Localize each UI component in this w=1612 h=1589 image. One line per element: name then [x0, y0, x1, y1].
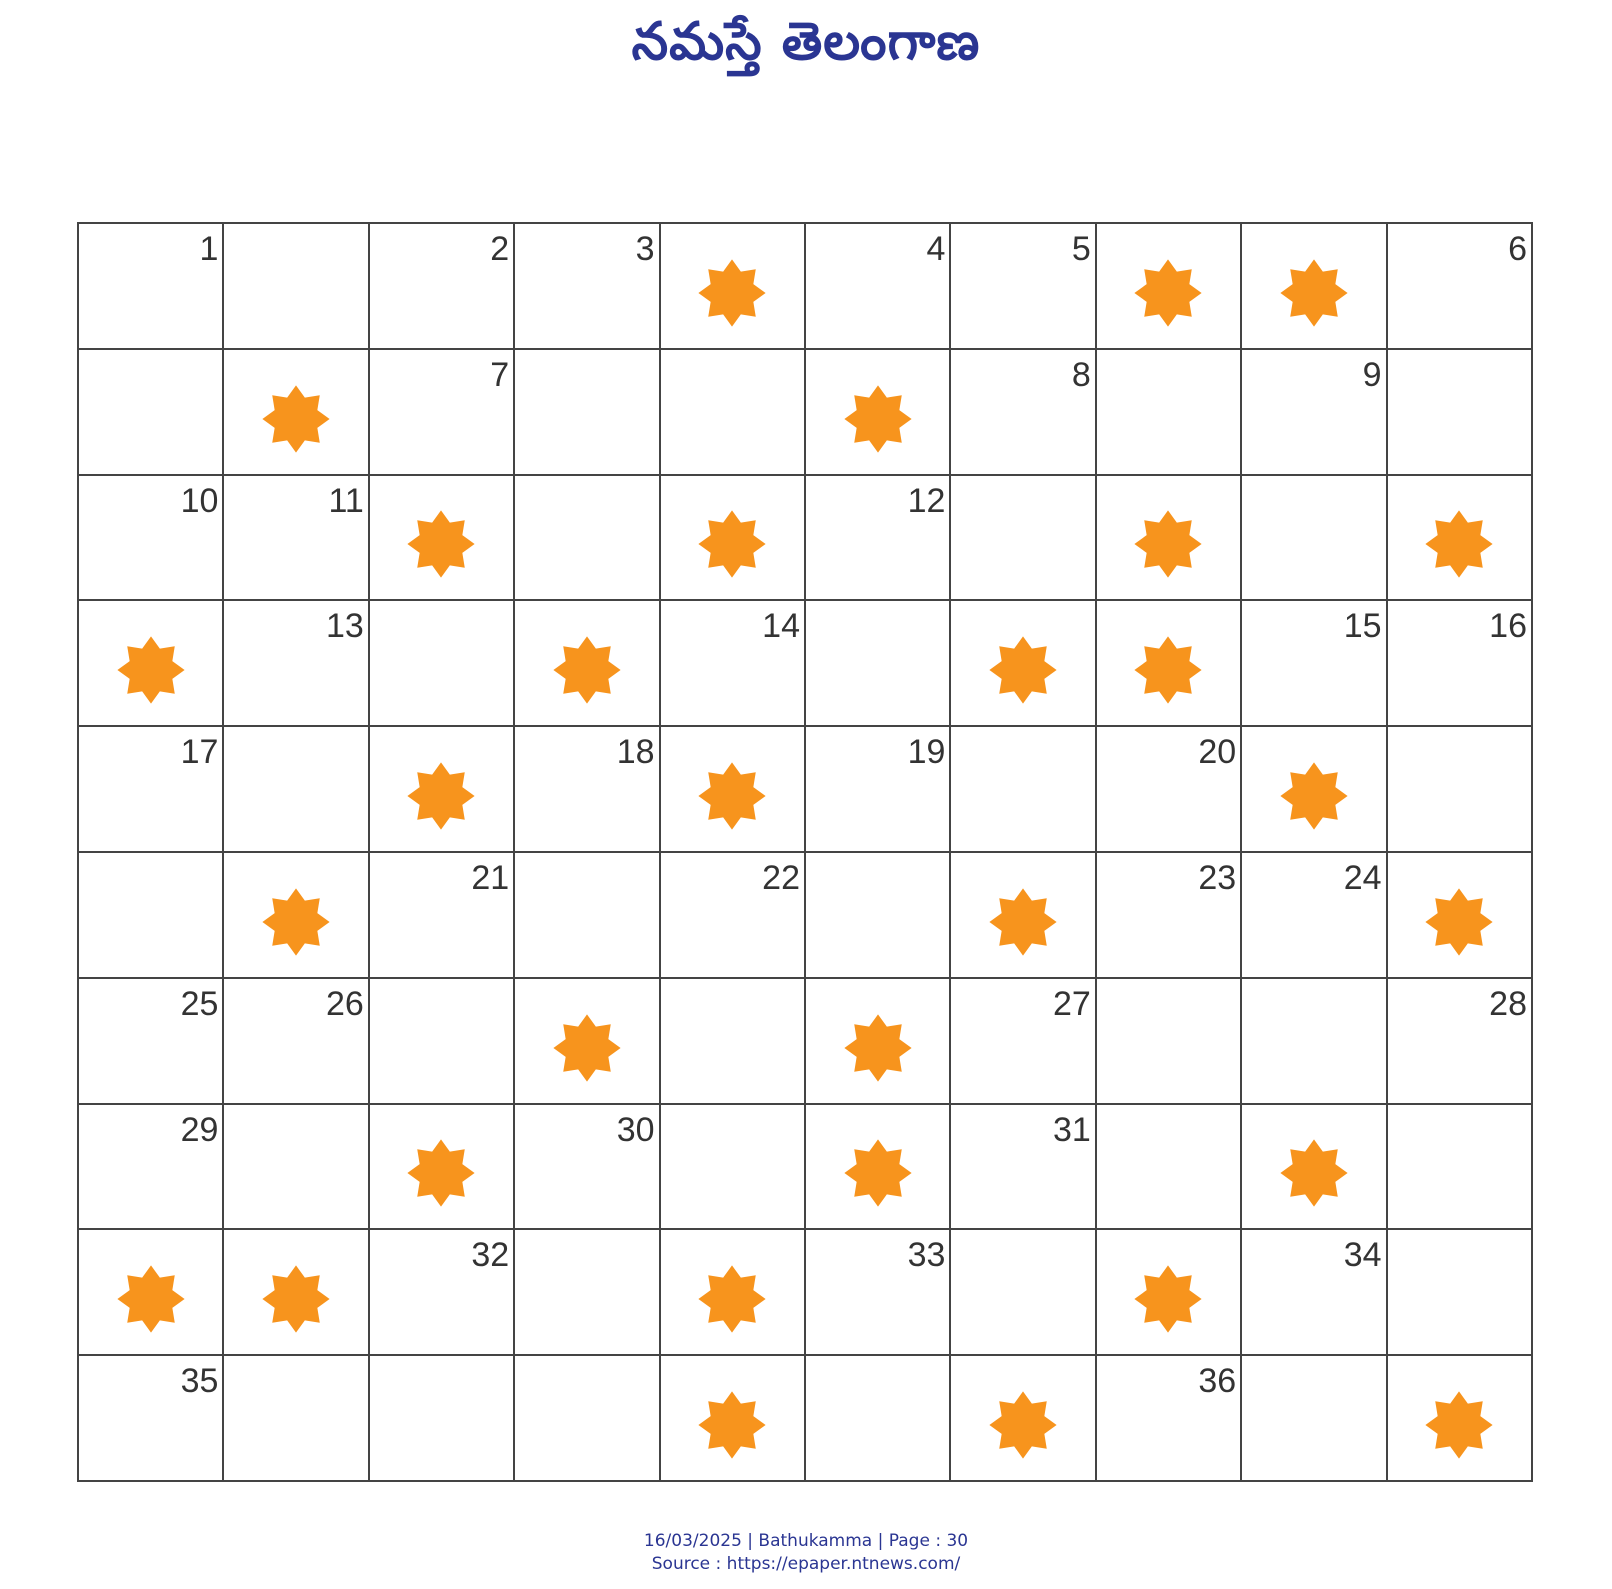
grid-cell[interactable] [1097, 853, 1242, 979]
grid-cell[interactable] [1242, 224, 1387, 350]
clue-number: 14 [762, 607, 800, 646]
clue-number: 18 [616, 733, 655, 772]
star-icon [988, 887, 1058, 957]
grid-cell[interactable] [661, 1105, 806, 1231]
grid-cell[interactable] [79, 350, 224, 476]
grid-cell[interactable] [370, 727, 515, 853]
grid-cell[interactable] [79, 476, 224, 602]
grid-cell[interactable] [806, 224, 951, 350]
grid-cell[interactable] [1388, 853, 1533, 979]
masthead-title: నమస్తే తెలంగాణ [631, 12, 981, 72]
clue-number: 11 [328, 481, 364, 520]
star-icon [406, 1138, 476, 1208]
star-icon [843, 384, 913, 454]
star-icon [988, 635, 1058, 705]
star-icon [1133, 509, 1203, 579]
star-icon [843, 1013, 913, 1083]
grid-cell[interactable] [1388, 1230, 1533, 1356]
grid-cell[interactable] [370, 1105, 515, 1231]
grid-cell[interactable] [1242, 1230, 1387, 1356]
grid-cell[interactable] [515, 727, 660, 853]
star-icon [988, 1390, 1058, 1460]
grid-cell[interactable] [79, 1105, 224, 1231]
clue-number: 2 [490, 230, 510, 268]
clue-number: 25 [180, 984, 219, 1023]
grid-cell[interactable] [224, 476, 369, 602]
grid-cell[interactable] [79, 1230, 224, 1356]
star-icon [406, 761, 476, 831]
grid-cell[interactable] [806, 1356, 951, 1482]
grid-cell[interactable] [1242, 1105, 1387, 1231]
clue-number: 26 [325, 984, 364, 1023]
grid-cell[interactable] [951, 1230, 1096, 1356]
footer-source-line: Source : https://epaper.ntnews.com/ [651, 1554, 961, 1574]
star-icon [1424, 509, 1494, 579]
grid-cell[interactable] [661, 1356, 806, 1482]
grid-cell[interactable] [224, 1230, 369, 1356]
grid-cell[interactable] [79, 979, 224, 1105]
star-icon [552, 1013, 622, 1083]
grid-cell[interactable] [370, 853, 515, 979]
grid-cell[interactable] [370, 601, 515, 727]
grid-cell[interactable] [370, 476, 515, 602]
grid-cell[interactable] [951, 350, 1096, 476]
clue-number: 27 [1052, 984, 1091, 1023]
star-icon [843, 1138, 913, 1208]
grid-cell[interactable] [1242, 727, 1387, 853]
star-icon [1133, 635, 1203, 705]
star-icon [697, 1264, 767, 1334]
grid-cell[interactable] [951, 979, 1096, 1105]
grid-cell[interactable] [951, 727, 1096, 853]
star-icon [1424, 887, 1494, 957]
clue-number: 30 [616, 1110, 655, 1149]
grid-cell[interactable] [661, 350, 806, 476]
clue-number: 31 [1052, 1110, 1091, 1149]
clue-number: 20 [1198, 733, 1237, 772]
grid-cell[interactable] [370, 350, 515, 476]
grid-cell[interactable] [79, 853, 224, 979]
star-icon [116, 1264, 186, 1334]
grid-cell[interactable] [1097, 601, 1242, 727]
star-icon [697, 761, 767, 831]
grid-cell[interactable] [951, 1105, 1096, 1231]
grid-cell[interactable] [1242, 601, 1387, 727]
footer-date-line: 16/03/2025 | Bathukamma | Page : 30 [643, 1531, 969, 1551]
grid-cell[interactable] [806, 727, 951, 853]
grid-cell[interactable] [1097, 476, 1242, 602]
star-icon [1279, 761, 1349, 831]
star-icon [697, 1390, 767, 1460]
clue-number: 3 [635, 230, 655, 268]
grid-cell[interactable] [1242, 853, 1387, 979]
grid-cell[interactable] [1388, 224, 1533, 350]
star-icon [1279, 1138, 1349, 1208]
grid-cell[interactable] [661, 224, 806, 350]
grid-cell[interactable] [1388, 476, 1533, 602]
grid-cell[interactable] [224, 601, 369, 727]
grid-cell[interactable] [370, 1356, 515, 1482]
grid-cell[interactable] [1242, 979, 1387, 1105]
clue-number: 15 [1343, 607, 1382, 646]
grid-cell[interactable] [1388, 1356, 1533, 1482]
star-icon [697, 509, 767, 579]
grid-cell[interactable] [1388, 350, 1533, 476]
grid-cell[interactable] [661, 476, 806, 602]
grid-cell[interactable] [224, 727, 369, 853]
clue-number: 5 [1071, 230, 1091, 268]
grid-cell[interactable] [224, 853, 369, 979]
clue-number: 4 [926, 230, 946, 268]
grid-cell[interactable] [515, 979, 660, 1105]
grid-cell[interactable] [1388, 601, 1533, 727]
grid-cell[interactable] [79, 1356, 224, 1482]
grid-cell[interactable] [1097, 350, 1242, 476]
grid-cell[interactable] [806, 476, 951, 602]
grid-cell[interactable] [370, 224, 515, 350]
star-icon [552, 635, 622, 705]
clue-number: 12 [907, 481, 946, 520]
grid-cell[interactable] [370, 979, 515, 1105]
clue-number: 7 [490, 355, 510, 394]
grid-cell[interactable] [1388, 979, 1533, 1105]
grid-cell[interactable] [224, 1105, 369, 1231]
grid-cell[interactable] [515, 224, 660, 350]
grid-cell[interactable] [951, 476, 1096, 602]
clue-number: 33 [907, 1236, 946, 1275]
star-icon [406, 509, 476, 579]
grid-cell[interactable] [1242, 350, 1387, 476]
grid-cell[interactable] [515, 1105, 660, 1231]
clue-number: 28 [1489, 984, 1527, 1023]
grid-cell[interactable] [79, 601, 224, 727]
clue-number: 19 [907, 733, 946, 772]
clue-number: 23 [1198, 859, 1237, 897]
clue-number: 9 [1362, 355, 1382, 394]
star-icon [1133, 258, 1203, 328]
clue-number: 36 [1198, 1362, 1237, 1401]
grid-cell[interactable] [951, 224, 1096, 350]
grid-cell[interactable] [515, 601, 660, 727]
grid-cell[interactable] [661, 853, 806, 979]
grid-cell[interactable] [1097, 1356, 1242, 1482]
star-icon [1279, 258, 1349, 328]
grid-cell[interactable] [224, 979, 369, 1105]
star-icon [1424, 1390, 1494, 1460]
clue-number: 21 [471, 859, 510, 897]
grid-cell[interactable] [224, 350, 369, 476]
grid-cell[interactable] [79, 224, 224, 350]
grid-cell[interactable] [515, 853, 660, 979]
grid-cell[interactable] [951, 1356, 1096, 1482]
star-icon [261, 887, 331, 957]
clue-number: 29 [180, 1110, 219, 1149]
grid-cell[interactable] [1388, 1105, 1533, 1231]
grid-cell[interactable] [1097, 979, 1242, 1105]
crossword-grid [77, 222, 1533, 1482]
clue-number: 6 [1508, 230, 1527, 268]
clue-number: 22 [762, 859, 800, 897]
star-icon [1133, 1264, 1203, 1334]
grid-cell[interactable] [515, 1356, 660, 1482]
grid-cell[interactable] [515, 350, 660, 476]
clue-number: 24 [1343, 859, 1382, 897]
clue-number: 34 [1343, 1236, 1382, 1275]
grid-cell[interactable] [951, 853, 1096, 979]
grid-cell[interactable] [661, 979, 806, 1105]
grid-cell[interactable] [1097, 1230, 1242, 1356]
clue-number: 16 [1489, 607, 1527, 646]
clue-number: 13 [325, 607, 364, 646]
grid-cell[interactable] [806, 979, 951, 1105]
grid-cell[interactable] [661, 1230, 806, 1356]
clue-number: 10 [180, 481, 219, 520]
grid-cell[interactable] [661, 727, 806, 853]
star-icon [261, 1264, 331, 1334]
grid-cell[interactable] [79, 727, 224, 853]
clue-number: 17 [180, 733, 219, 772]
grid-cell[interactable] [1097, 1105, 1242, 1231]
grid-cell[interactable] [224, 224, 369, 350]
grid-cell[interactable] [806, 350, 951, 476]
star-icon [697, 258, 767, 328]
clue-number: 35 [180, 1362, 219, 1401]
grid-cell[interactable] [1242, 1356, 1387, 1482]
star-icon [261, 384, 331, 454]
grid-cell[interactable] [1388, 727, 1533, 853]
star-icon [116, 635, 186, 705]
grid-cell[interactable] [806, 1230, 951, 1356]
grid-cell[interactable] [224, 1356, 369, 1482]
grid-cell[interactable] [806, 601, 951, 727]
page-footer [0, 1530, 1612, 1576]
grid-cell[interactable] [515, 476, 660, 602]
clue-number: 1 [199, 230, 219, 268]
grid-cell[interactable] [661, 601, 806, 727]
grid-cell[interactable] [1242, 476, 1387, 602]
grid-cell[interactable] [1097, 727, 1242, 853]
grid-cell[interactable] [515, 1230, 660, 1356]
clue-number: 32 [471, 1236, 510, 1275]
grid-cell[interactable] [806, 853, 951, 979]
grid-cell[interactable] [806, 1105, 951, 1231]
grid-cell[interactable] [370, 1230, 515, 1356]
grid-cell[interactable] [951, 601, 1096, 727]
grid-cell[interactable] [1097, 224, 1242, 350]
clue-number: 8 [1071, 355, 1091, 394]
